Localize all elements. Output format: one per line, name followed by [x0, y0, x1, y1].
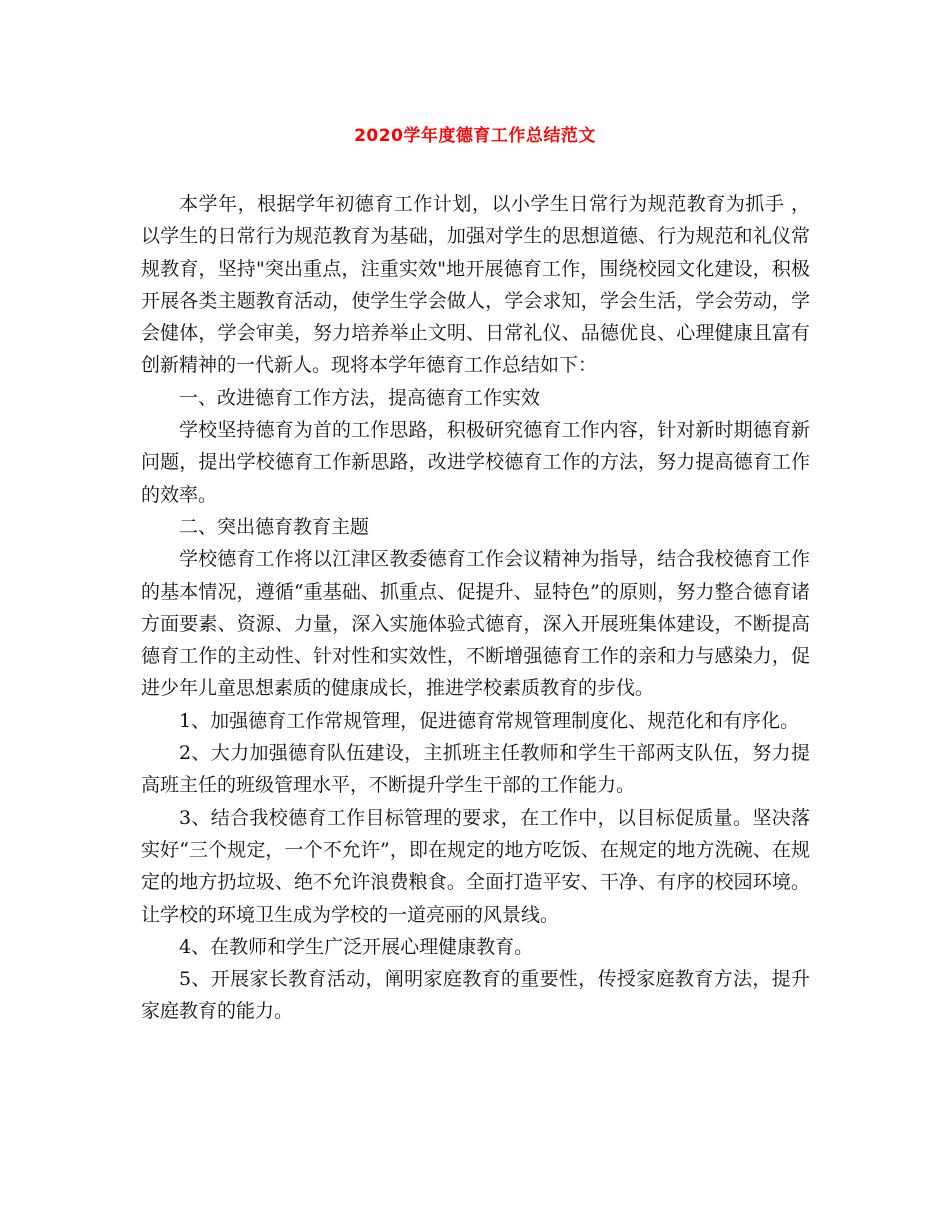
- list-item-3: 3、结合我校德育工作目标管理的要求，在工作中，以目标促质量。坚决落实好“三个规定，一个不允许”，即在规定的地方吃饭、在规定的地方洗碗、在规定的地方扔垃圾、绝不允许浪费粮食。全面打造平安、干净、有序的校园环境。让学校的环境卫生成为学校的一道亮丽的风景线。: [141, 806, 810, 926]
- list-item-4: 4、在教师和学生广泛开展心理健康教育。: [179, 935, 534, 958]
- list-item-1: 1、加强德育工作常规管理，促进德育常规管理制度化、规范化和有序化。: [179, 709, 800, 732]
- list-item-5: 5、开展家长教育活动，阐明家庭教育的重要性，传授家庭教育方法，提升家庭教育的能力。: [141, 968, 810, 1023]
- paragraph-intro: 本学年，根据学年初德育工作计划，以小学生日常行为规范教育为抓手 ，以学生的日常行为规范教育为基础，加强对学生的思想道德、行为规范和礼仪常规教育，坚持"突出重点，注重实效"地开展德育工作，围绕校园文化建设，积极开展各类主题教育活动，使学生学会做人，学会求知，学会生活，学会劳动，学会健体，学会审美，努力培养举止文明、日常礼仪、品德优良、心理健康且富有创新精神的一代新人。现将本学年德育工作总结如下：: [141, 193, 810, 377]
- list-item-2: 2、大力加强德育队伍建设，主抓班主任教师和学生干部两支队伍，努力提高班主任的班级管理水平，不断提升学生干部的工作能力。: [141, 742, 810, 797]
- document-body: [141, 188, 810, 1028]
- paragraph-section-1: 学校坚持德育为首的工作思路，积极研究德育工作内容，针对新时期德育新问题，提出学校德育工作新思路，改进学校德育工作的方法，努力提高德育工作的效率。: [141, 419, 810, 506]
- section-heading-2: 二、突出德育教育主题: [179, 515, 370, 538]
- paragraph-section-2: 学校德育工作将以江津区教委德育工作会议精神为指导，结合我校德育工作的基本情况，遵循“重基础、抓重点、促提升、显特色”的原则，努力整合德育诸方面要素、资源、力量，深入实施体验式德育，深入开展班集体建设，不断提高德育工作的主动性、针对性和实效性，不断增强德育工作的亲和力与感染力，促进少年儿童思想素质的健康成长，推进学校素质教育的步伐。: [141, 548, 810, 700]
- document-title: 2020学年度德育工作总结范文: [354, 126, 596, 146]
- section-heading-1: 一、改进德育工作方法，提高德育工作实效: [179, 386, 541, 409]
